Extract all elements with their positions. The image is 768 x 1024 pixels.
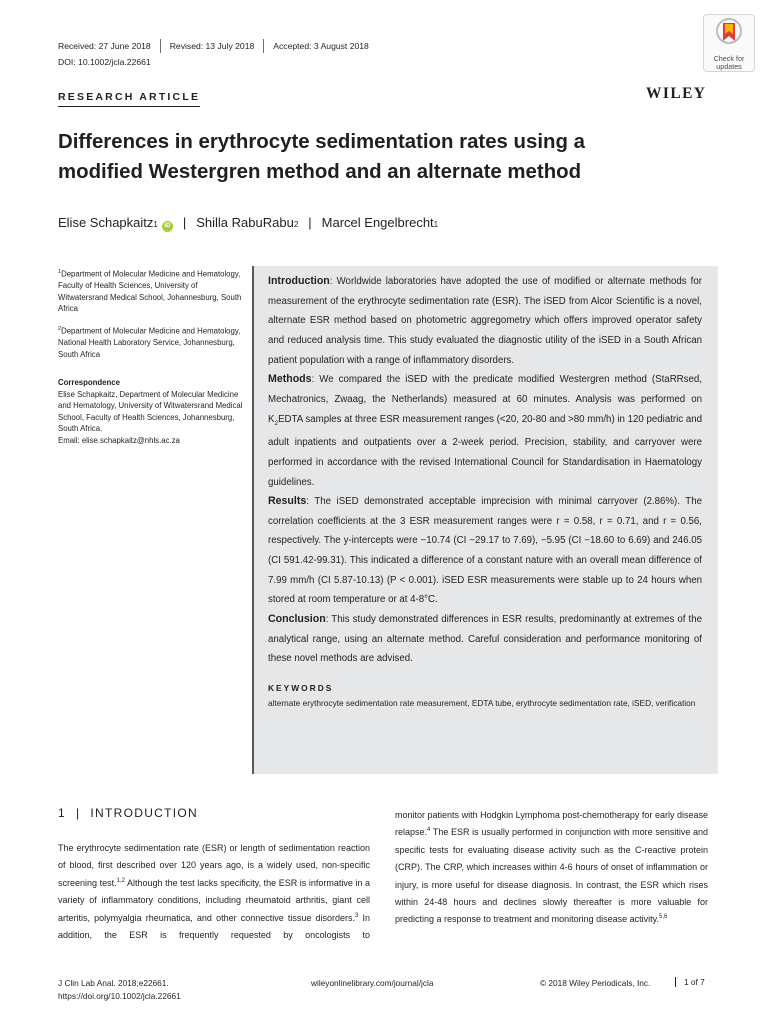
footer-citation [58,977,181,1002]
citation-link[interactable]: 1,2 [116,877,125,884]
correspondence-heading: Correspondence [58,378,120,387]
section-title: INTRODUCTION [90,806,198,820]
bookmark-icon [716,18,742,48]
check-for-updates-button[interactable] [703,14,755,72]
accepted-date: Accepted: 3 August 2018 [273,41,369,51]
author-separator: | [308,215,312,230]
citation-link[interactable]: 4 [427,827,431,834]
article-dates [58,39,369,53]
abstract-text [268,272,702,669]
section-number: 1 [58,806,66,820]
page-number: 1 of 7 [675,977,705,987]
correspondence-email[interactable]: Email: elise.schapkaitz@nhls.ac.za [58,435,180,445]
author-affiliation-marker: 1 [153,220,158,229]
abstract-methods-heading: Methods [268,373,312,386]
author-list [58,215,438,232]
page-divider [675,977,676,987]
journal-site-link[interactable]: wileyonlinelibrary.com/journal/jcla [311,978,434,988]
affiliation-1: $^1$Department of Molecular Medicine and Hematology, Faculty of Health Sciences, University of Witwatersrand Medical School, Johannesburg, South Africa [58,269,242,314]
author-affiliation-marker: 1 [433,220,439,229]
copyright: © 2018 Wiley Periodicals, Inc. [540,978,651,988]
author-name[interactable]: Marcel Engelbrecht [321,215,434,230]
citation-link[interactable]: 5,6 [658,914,668,921]
date-divider [160,39,161,53]
footer-doi-link[interactable]: https://doi.org/10.1002/jcla.22661 [58,990,181,1001]
revised-date: Revised: 13 July 2018 [169,41,255,51]
correspondence [58,377,243,446]
keywords-heading: KEYWORDS [268,683,334,694]
abstract-introduction: : Worldwide laboratories have adopted the use of modified or alternate methods for measurement of the erythrocyte sedimentation rate (ESR). The iSED from Alcor Scientific is a novel, alternate ESR method based on photometric aggregometry which offers improved operator safety and reduced analysis time. This study evaluated the diagnostic utility of the iSED in a South African patient population with a range of inflammatory disorders. [268,276,702,366]
check-updates-label: Check for updates [713,54,745,71]
abstract-methods: : We compared the iSED with the predicate modified Westergren method (StaRRsed, Mechatronics, Zwaag, the Netherlands) measured at 60 minutes. Analysis was performed on $K_2EDTA$ samples at three ESR measurement ranges (<20, 20-80 and >80 mm/h) in 120 pediatric and adult inpatients and outpatients over a 2-week period. Precision, stability, and carryover were performed in accordance with the revised International Council for Standardisation in Haematology guidelines. [268,374,702,488]
abstract-results: : The iSED demonstrated acceptable imprecision with minimal carryover (2.86%). The correlation coefficients at the 3 ESR measurement ranges were r = 0.58, r = 0.71, and r = 0.56, respectively. The y-intercepts were −10.74 (CI −29.17 to 7.69), −5.95 (CI −18.60 to 6.69) and 246.05 (CI 591.42-99.31). This indicated a difference of a constant nature with an overall mean difference of 7.99 mm/h (CI 5.87-10.13) (P < 0.001). iSED ESR measurements were stable up to 24 hours when stored at room temperature or at 4-8°C. [268,496,702,606]
author-affiliation-marker: 2 [293,220,299,229]
author-name[interactable]: Shilla RabuRabu [196,215,294,230]
article-title: Differences in erythrocyte sedimentation rates using a modified Westergren method and an alternate method [58,131,585,183]
date-divider [263,39,264,53]
section-heading [58,806,198,820]
abstract-results-heading: Results [268,495,307,508]
orcid-icon[interactable]: iD [162,221,173,232]
author-name[interactable]: Elise Schapkaitz [58,215,154,230]
section-separator: | [75,806,81,820]
keywords: alternate erythrocyte sedimentation rate measurement, EDTA tube, erythrocyte sedimentation rate, iSED, verification [268,698,696,709]
abstract-conclusion-heading: Conclusion [268,613,326,626]
body-column-right: monitor patients with Hodgkin Lymphoma post-chemotherapy for early disease relapse.$^4$ The ESR is usually performed in conjunction with more sensitive and specific tests for evaluating disease activity such as the C-reactive protein (CRP). The CRP, which increases within 4-6 hours of onset of inflammation or injury, is more useful for disease diagnosis. In contrast, the ESR which rises within 24-48 hours and declines slowly thereafter is more valuable for predicting a response to treatment and monitoring disease activity.$^{5,6}$ [395,810,708,925]
body-column-left: The erythrocyte sedimentation rate (ESR) or length of sedimentation reaction of blood, first described over 120 years ago, is a widely used, non-specific screening test.$^{1,2}$ Although the test lacks specificity, the ESR is informative in a variety of inflammatory conditions, including rheumatoid arthritis, giant cell arteritis, polymyalgia rheumatica, and other connective tissue disorders.$^3$ In addition, the ESR is frequently requested by oncologists to [58,843,370,941]
citation-link[interactable]: 3 [355,912,359,919]
abstract-conclusion: : This study demonstrated differences in ESR results, predominantly at extremes of the analytical range, using an alternate method. Careful consideration and performance monitoring of these novel methods are advised. [268,614,702,665]
affiliation-2: $^2$Department of Molecular Medicine and Hematology, National Health Laboratory Service, Johannesburg, South Africa [58,326,241,359]
abstract-box [252,266,718,774]
abstract-introduction-heading: Introduction [268,275,330,287]
doi: DOI: 10.1002/jcla.22661 [58,57,151,67]
article-type: RESEARCH ARTICLE [58,91,200,107]
author-separator: | [182,215,187,230]
publisher-logo: WILEY [646,85,707,102]
correspondence-address: Elise Schapkaitz, Department of Molecular Medicine and Hematology, University of Witwatersrand Medical School, Faculty of Health Sciences, Johannesburg, South Africa. [58,389,243,433]
journal-citation: J Clin Lab Anal. 2018;e22661. [58,978,169,988]
received-date: Received: 27 June 2018 [58,41,151,51]
